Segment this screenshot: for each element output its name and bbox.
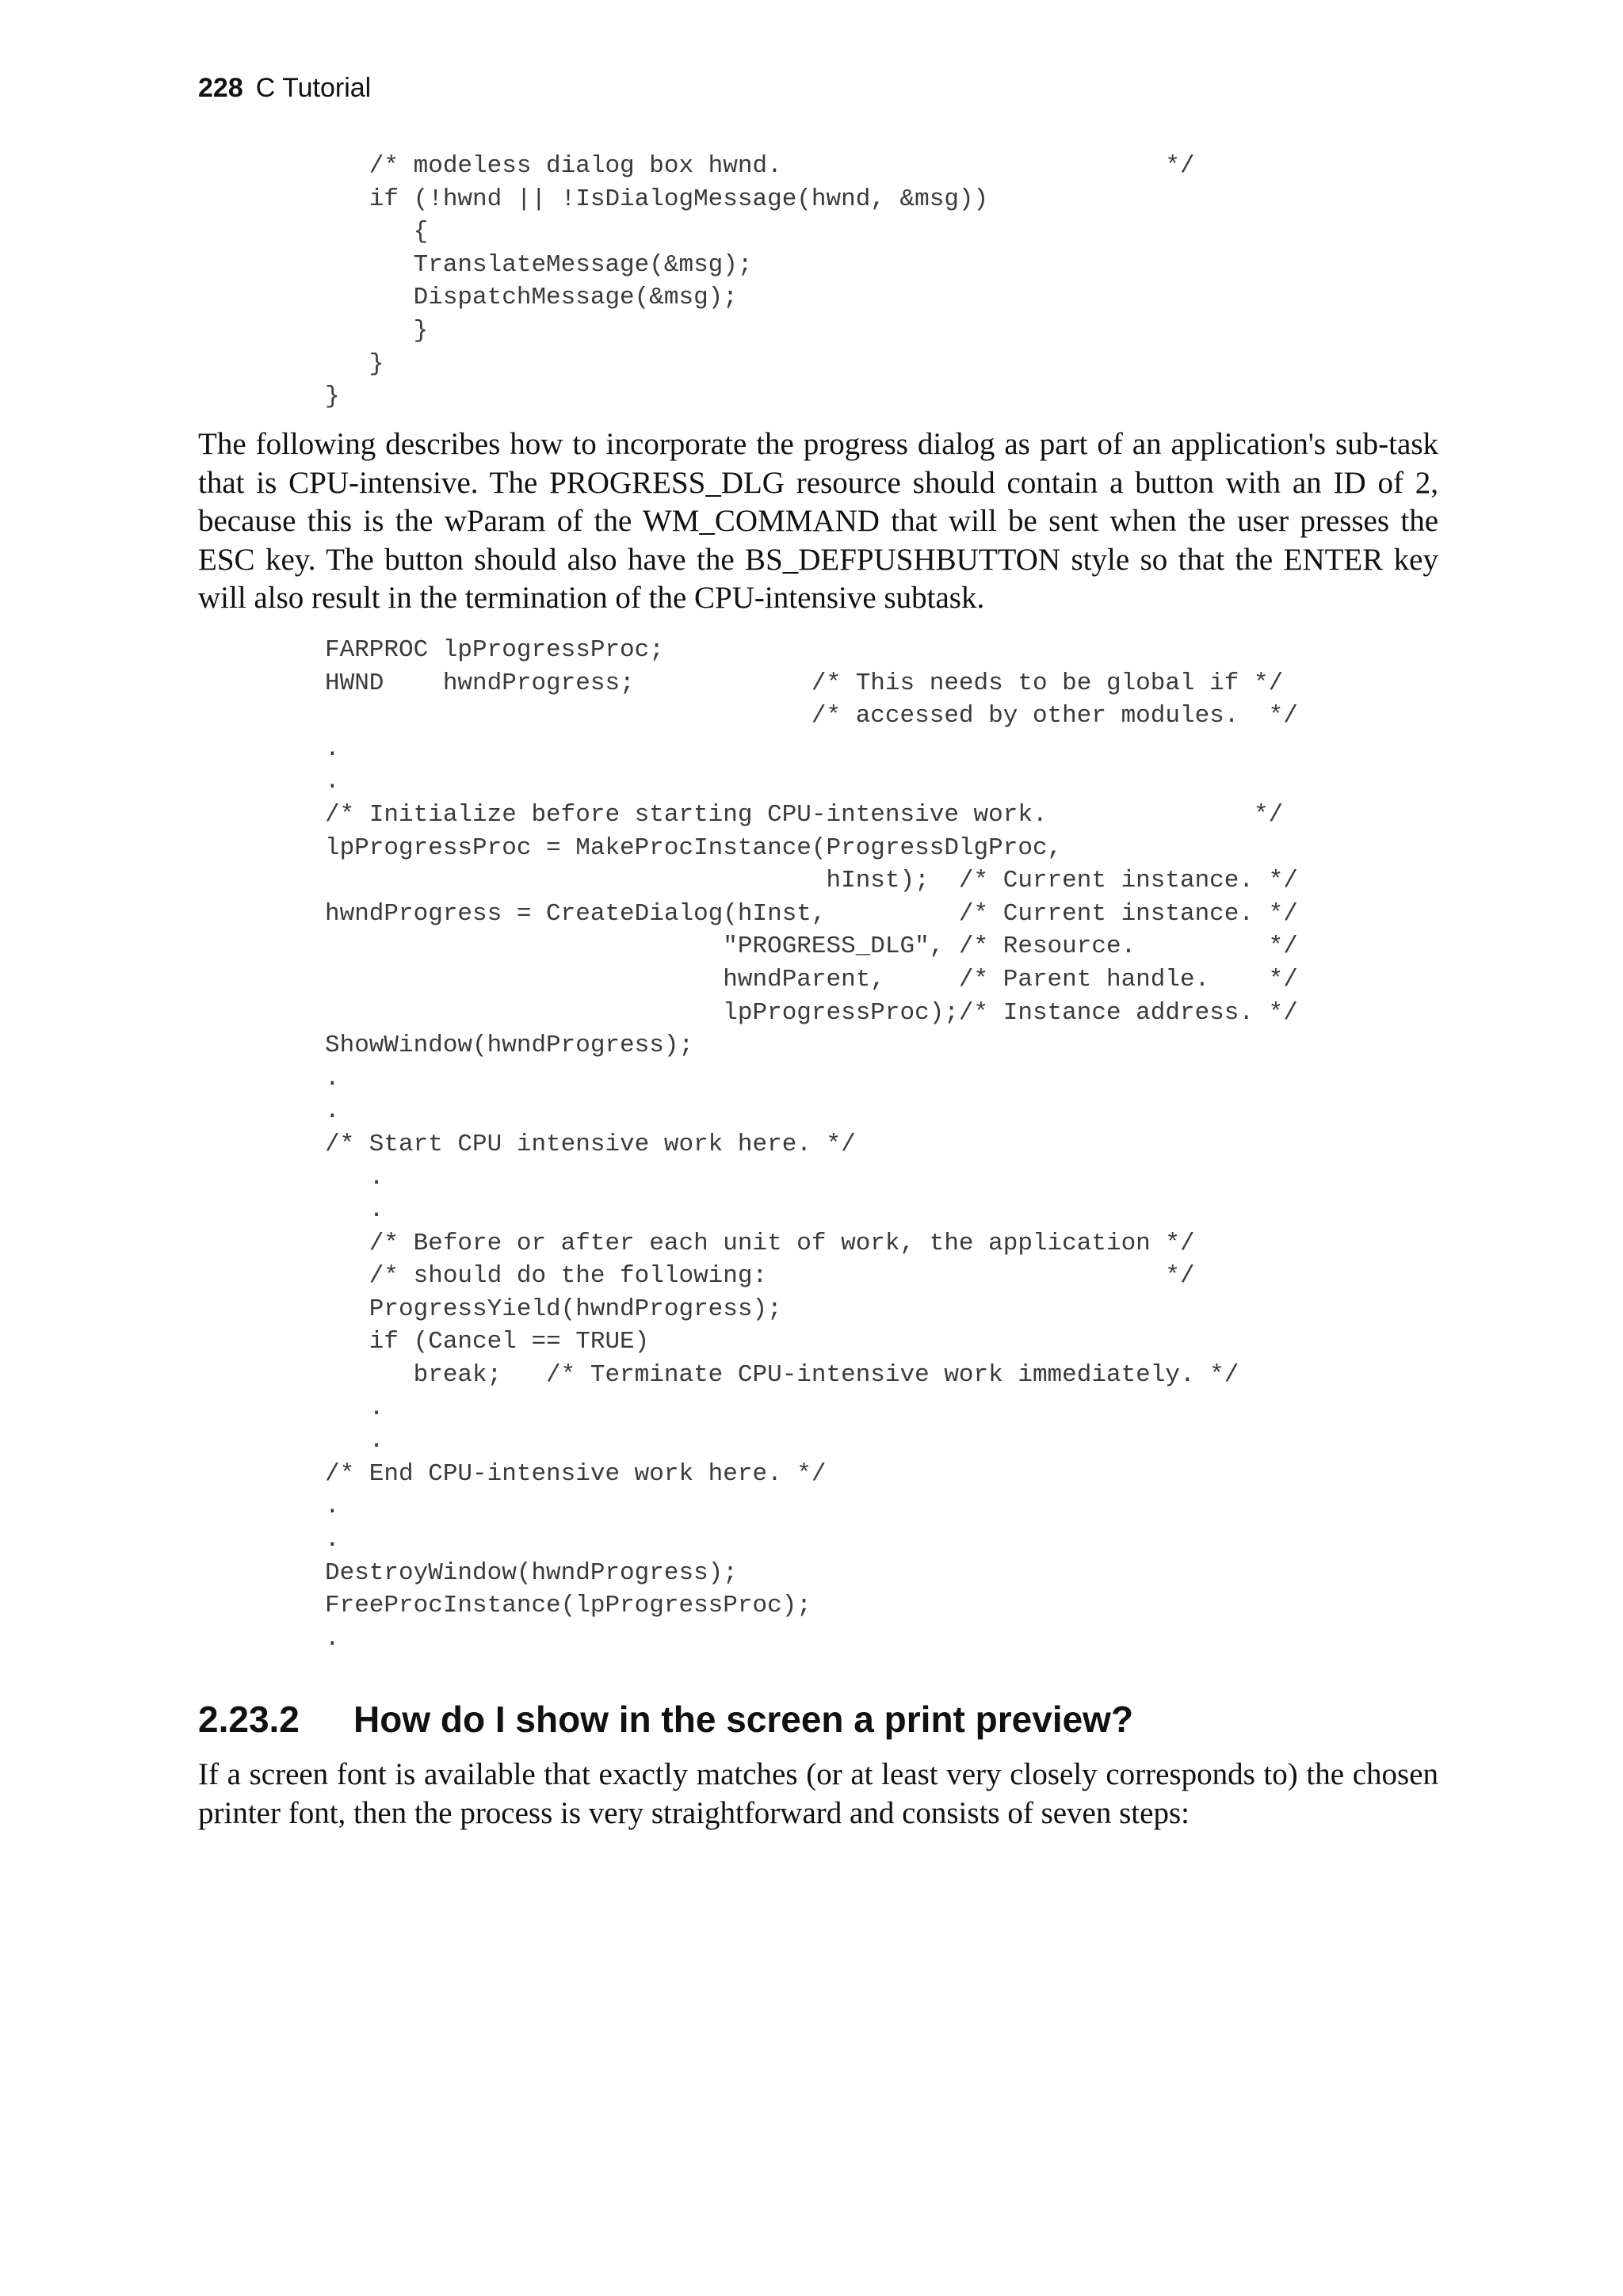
body-paragraph-print-preview: If a screen font is available that exactly matches (or at least very closely corresponds to) the chosen printer font, then the process is very straightforward and consists of seven steps: [198,1757,1438,1830]
running-title: C Tutorial [255,73,372,103]
section-number: 2.23.2 [198,1699,300,1740]
code-block-progress-dialog: FARPROC lpProgressProc; HWND hwndProgress; /* This needs to be global if */ /* accessed by other modules. */ . . /* Initialize before starting CPU-intensive work. */ lpProgressProc = MakeProcInstance(ProgressDlgProc, hInst); /* Current instance. */ hwndProgress = CreateDialog(hInst, /* Current instance. */ "PROGRESS_DLG", /* Resource. */ hwndParent, /* Parent handle. */ lpProgressProc);/* Instance address. */ ShowWindow(hwndProgress); . . /* Start CPU intensive work here. */ . . /* Before or after each unit of work, the application */ /* should do the following: */ ProgressYield(hwndProgress); if (Cancel == TRUE) break; /* Terminate CPU-intensive work immediately. */ . . /* End CPU-intensive work here. */ . . DestroyWindow(hwndProgress); FreeProcInstance(lpProgressProc); . [325,636,1298,1653]
code-block-message-loop: /* modeless dialog box hwnd. */ if (!hwnd || !IsDialogMessage(hwnd, &msg)) { TranslateMessage(&msg); DispatchMessage(&msg); } } } [325,152,1195,411]
running-header [198,70,371,106]
section-title: How do I show in the screen a print preview? [353,1699,1134,1740]
page-number: 228 [198,73,243,103]
section-heading [198,1697,1133,1741]
body-paragraph-progress-dialog: The following describes how to incorporate the progress dialog as part of an application's sub-task that is CPU-intensive. The PROGRESS_DLG resource should contain a button with an ID of 2, because this is the wParam of the WM_COMMAND that will be sent when the user presses the ESC key. The button should also have the BS_DEFPUSHBUTTON style so that the ENTER key will also result in the termination of the CPU-intensive subtask. [198,427,1438,616]
